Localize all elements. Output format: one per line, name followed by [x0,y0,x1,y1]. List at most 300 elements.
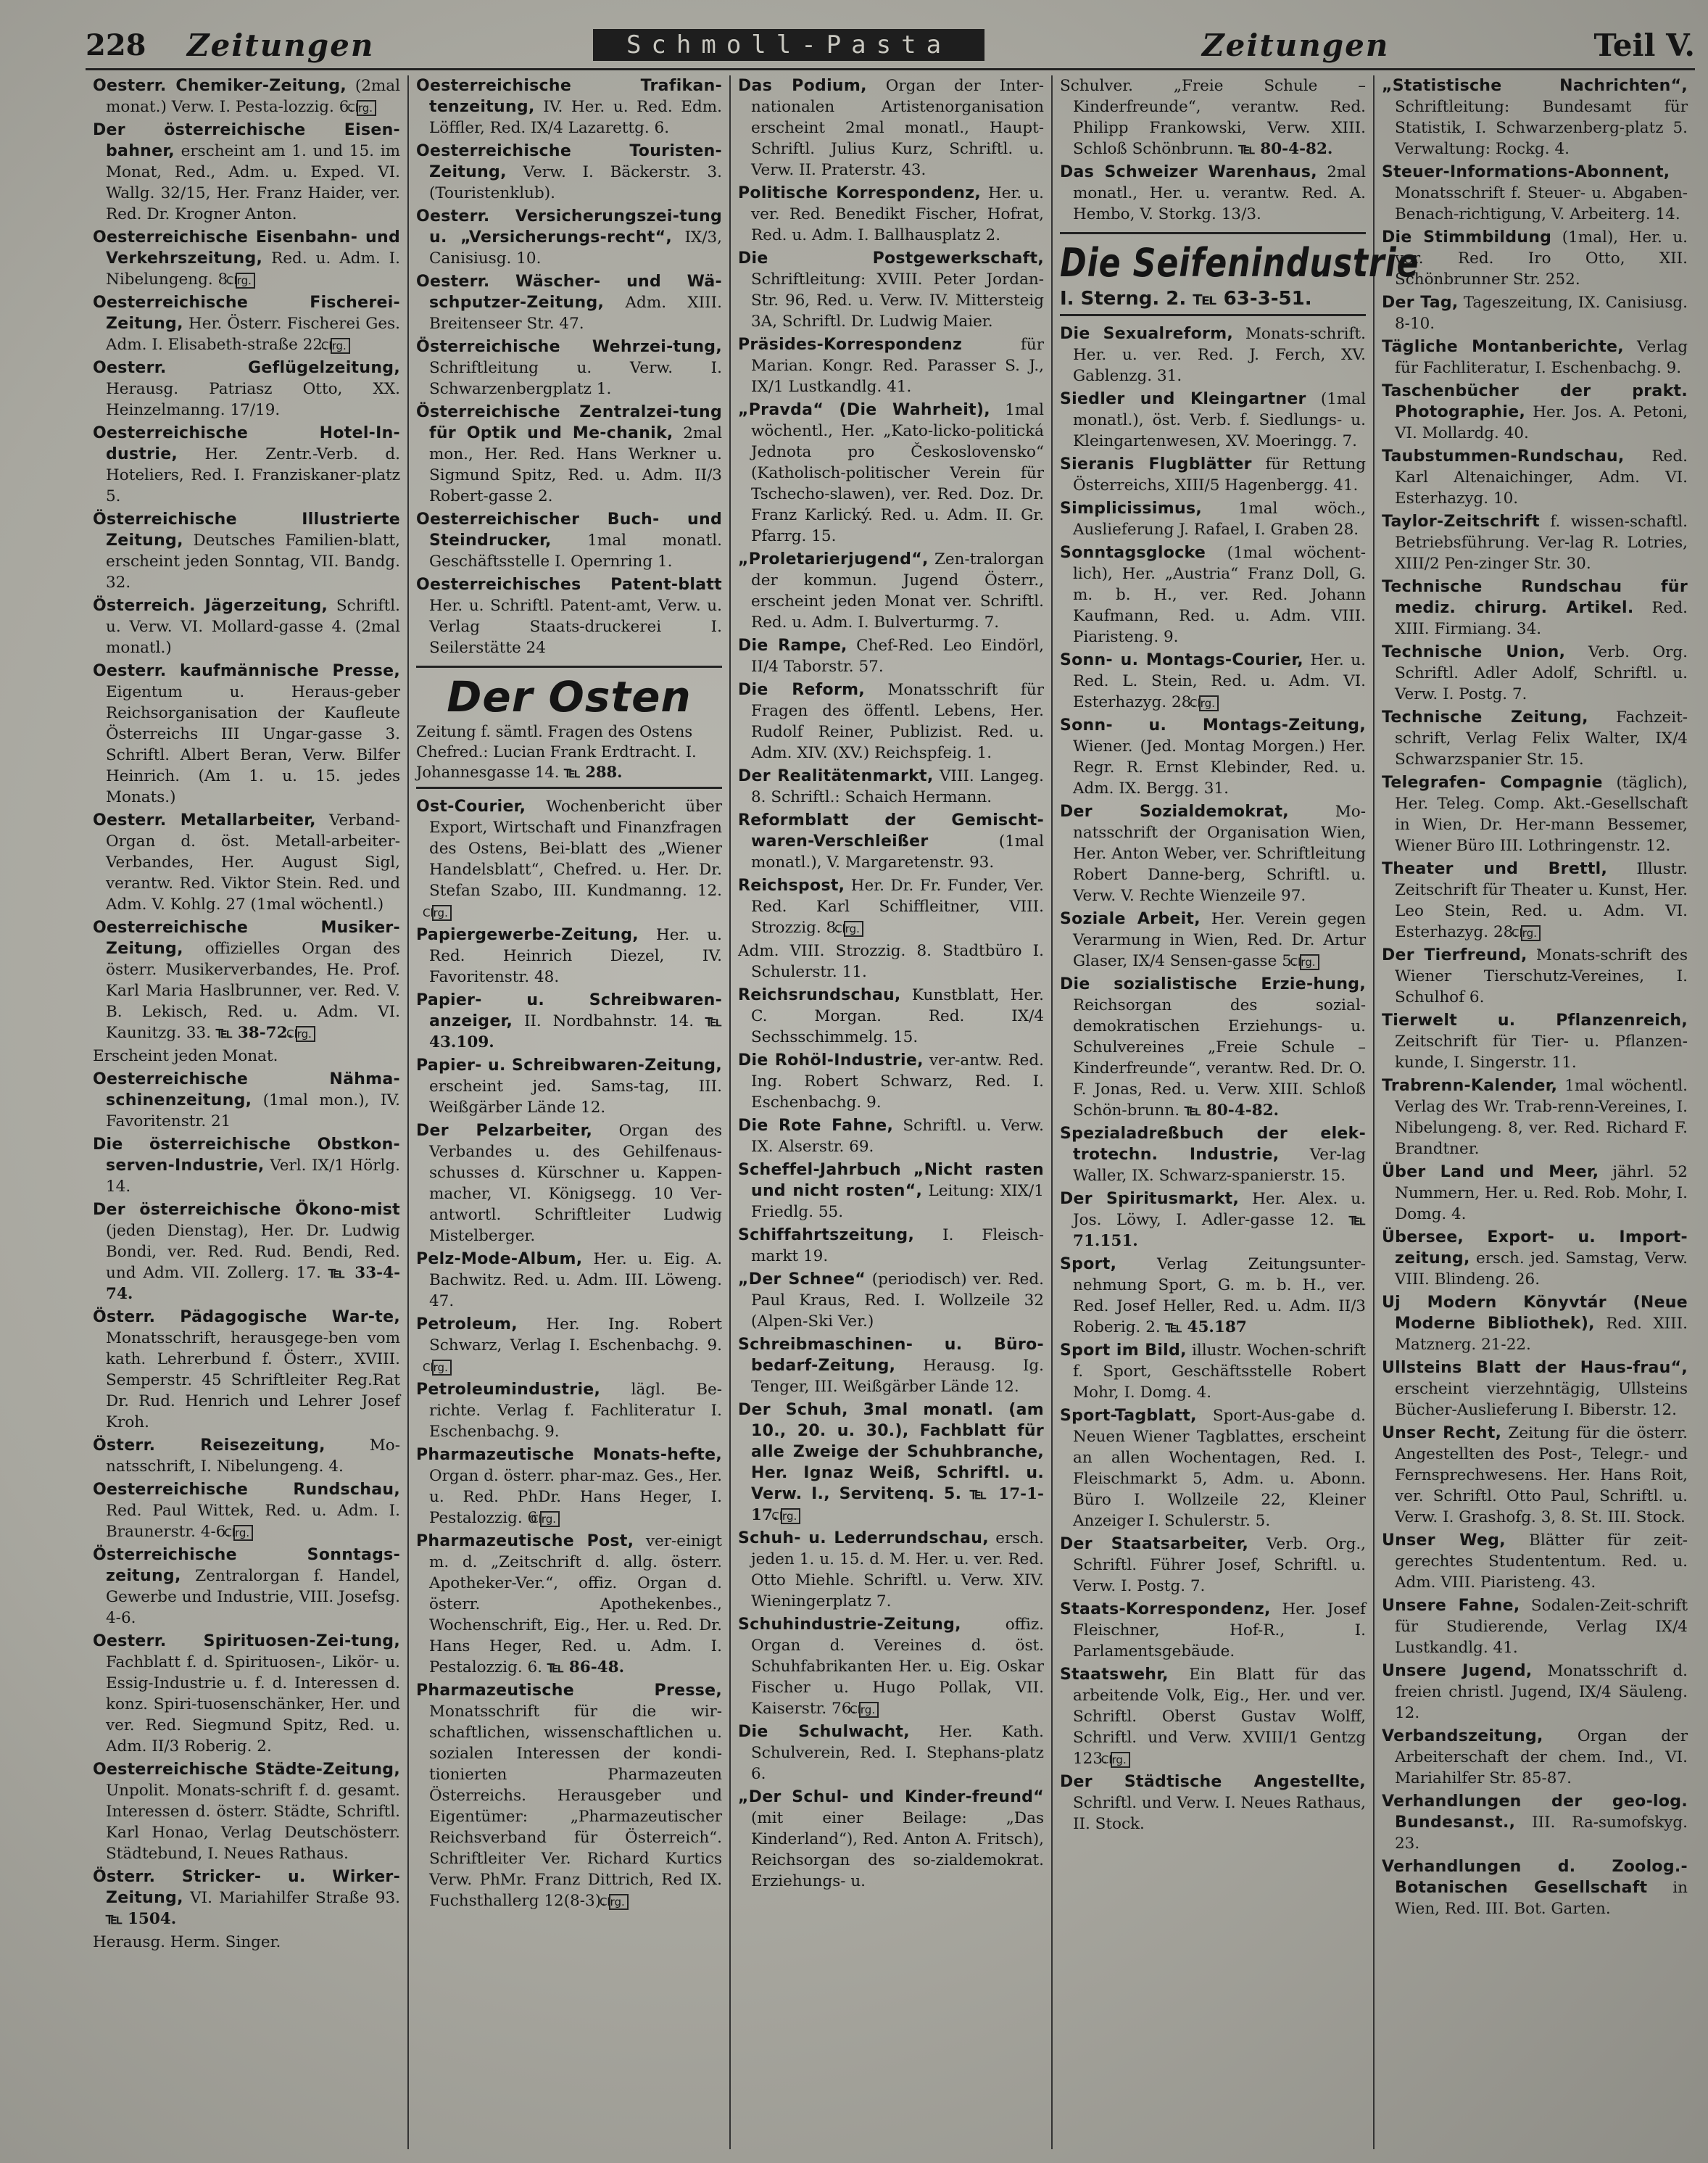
publication-details: Deutsches Familien-blatt, erscheint jeden Sonntag, VII. Bandg. 32. [106,532,400,592]
publication-title: Simplicissimus, [1060,500,1202,518]
section-title-left: Zeitungen [187,27,375,63]
publication-title: Oesterreichischer Buch- und Steindrucker, [416,510,722,550]
publication-details: Her. u. ver. Red. Benedikt Fischer, Hofrat, Red. u. Adm. I. Ballhausplatz 2. [751,184,1044,244]
publication-title: Oesterreichische Touristen-Zeitung, [416,142,722,181]
clearing-badge: Clrg. [357,100,376,116]
directory-entry [416,1249,722,1312]
publication-title: Österreichische Wehrzei-tung, [416,338,722,356]
publication-title: Österreich. Jägerzeitung, [93,597,328,615]
directory-entry [93,1866,400,1930]
publication-title: Der Schuh, 3mal monatl. (am 10., 20. u. 30.), Fachblatt für alle Zweige der Schuhbranche, Her. Ignaz Weiß, Schriftl. u. Verw. I., Servitenq. 5. [738,1401,1044,1503]
publication-title: Unser Recht, [1382,1424,1502,1442]
publication-details: Adm. VIII. Strozzig. 8. Stadtbüro I. Schulerstr. 11. [738,942,1044,981]
publication-details: (1mal), Her. u. ver. Red. Iro Otto, XII. Schönbrunner Str. 252. [1395,228,1688,289]
directory-entry [93,917,400,1043]
publication-title: Verbandszeitung, [1382,1727,1543,1745]
directory-entry [1060,1188,1366,1252]
page-number: 228 [86,28,146,62]
publication-title: Theater und Brettl, [1382,860,1608,878]
directory-entry [1060,1405,1366,1531]
publication-title: Schuh- u. Lederrundschau, [738,1529,989,1547]
publication-title: Österr. Pädagogische War-te, [93,1308,400,1326]
publication-details: Blätter für zeit-gerechtes Studententum. Red. u. Adm. VIII. Piaristeng. 43. [1395,1531,1688,1592]
directory-entry [1382,292,1688,334]
publication-details: Her. Verein gegen Verarmung in Wien, Red. Dr. Artur Glaser, IX/4 Sensen-gasse 5. [1073,910,1367,970]
publication-details: Monatsschrift für Fragen des öffentl. Lebens, Her. Rudolf Reiner, Publizist. Red. u. Adm. XIV. (XV.) Reichspfeig. 1. [751,681,1044,762]
publication-title: Petroleum, [416,1315,518,1333]
directory-entry [1060,1534,1366,1597]
publication-title: Steuer-Informations-Abonnent, [1382,163,1670,181]
clearing-badge: Clrg. [859,1702,879,1718]
publication-title: Österr. Stricker- u. Wirker-Zeitung, [93,1868,400,1907]
directory-entry [1382,511,1688,574]
advertisement-text: I. Sterng. 2. [1060,288,1187,310]
clearing-badge: Clrg. [609,1894,629,1910]
publication-details: Schriftl. u. Verw. IX. Alserstr. 69. [751,1117,1044,1156]
display-advertisement [1060,232,1419,316]
directory-entry [93,810,400,915]
publication-details: Her. Jos. A. Petoni, VI. Mollardg. 40. [1395,403,1688,442]
directory-entry [1060,1771,1366,1835]
directory-entry [1060,162,1366,225]
publication-details: (täglich), Her. Teleg. Comp. Akt.-Gesellschaft in Wien, Dr. Her-mann Bessemer, Wiener Büro III. Lothringenstr. 12. [1395,774,1688,855]
publication-details: 2mal mon., Her. Red. Hans Werkner u. Sigmund Spitz, Red. u. Adm. II/3 Robert-gasse 2. [429,424,723,505]
directory-entry [93,423,400,507]
publication-title: Sonn- u. Montags-Zeitung, [1060,716,1366,735]
telephone-symbol: ℡ [1165,1318,1182,1336]
publication-title: „Pravda“ (Die Wahrheit), [738,401,990,419]
directory-entry [1060,715,1366,799]
publication-title: Pharmazeutische Post, [416,1532,634,1550]
publication-title: Soziale Arbeit, [1060,910,1201,928]
telephone-symbol: ℡ [1238,140,1256,158]
directory-entry [738,940,1044,983]
directory-entry [416,75,722,138]
publication-details: ersch. jeden 1. u. 15. d. M. Her. u. ver. Red. Otto Miehle. Schriftl. u. Verw. XIV. Wieningerplatz 7. [751,1529,1044,1610]
directory-entry [1060,542,1366,648]
publication-title: Tägliche Montanberichte, [1382,338,1624,356]
telephone-symbol: ℡ [328,1264,348,1282]
directory-entry [416,402,722,507]
publication-title: Die Reform, [738,681,865,699]
publication-details: Zeitung für die österr. Angestellten des Post-, Telegr.- und Fernsprechwesens. Her. Hans Roit, ver. Schriftl. Otto Paul, Schriftl. u. Verw. I. Grashofg. 3, 8. St. III. Stock. [1395,1424,1688,1526]
publication-title: Oesterr. kaufmännische Presse, [93,662,400,680]
publication-title: Oesterreichische Rundschau, [93,1481,400,1499]
publication-details: Schriftleitung u. Verw. I. Schwarzenbergplatz 1. [429,359,722,398]
publication-title: Oesterr. Spirituosen-Zei-tung, [93,1632,400,1650]
publication-details: (1mal monatl.), öst. Verb. f. Siedlungs- u. Kleingartenwesen, XV. Moeringg. 7. [1073,390,1366,450]
publication-details: 2mal monatl., Her. u. verantw. Red. A. Hembo, V. Storkg. 13/3. [1073,163,1366,223]
publication-title: Die österreichische Obstkon-serven-Industrie, [93,1136,400,1175]
publication-title: Österr. Reisezeitung, [93,1436,326,1455]
directory-entry [1382,576,1688,640]
publication-title: Unsere Jugend, [1382,1662,1533,1680]
publication-title: Der österreichische Ökono-mist [93,1201,400,1219]
directory-entry [416,206,722,269]
directory-entry [1382,642,1688,705]
publication-details: Her. Josef Fleischner, Hof-R., I. Parlamentsgebäude. [1073,1600,1366,1660]
publication-details: für Marian. Kongr. Red. Parasser S. J., IX/1 Lustkandlg. 41. [751,336,1044,396]
publication-details: Reichsorgan des sozial-demokratischen Erziehungs- u. Schulvereines „Freie Schule – Kinderfreunde“, verantw. Red. Dr. O. F. Jonas, Red. u. Verw. XIII. Schloß Schön-brunn. [1073,996,1366,1120]
publication-details: erscheint jed. Sams-tag, III. Weißgärber Lände 12. [429,1078,722,1117]
publication-details: Mo-natsschrift der Organisation Wien, Her. Anton Weber, ver. Schriftleitung Robert Danne-berg, Schriftl. u. Verw. V. Rechte Wienzeile 97. [1073,803,1366,905]
directory-entry [1382,945,1688,1008]
publication-title: Telegrafen- Compagnie [1382,774,1603,792]
publication-title: Technische Zeitung, [1382,708,1588,727]
directory-entry [1060,1340,1366,1403]
clearing-badge: Clrg. [540,1511,560,1527]
directory-entry [93,1759,400,1864]
directory-entry [1060,1599,1366,1662]
publication-details: Fachzeit-schrift, Verlag Felix Walter, IX/4 Schwarzspanier Str. 15. [1395,708,1688,769]
publication-details: 1mal wöchentl. Verlag des Wr. Trab-renn-Vereines, I. Nibelungeng. 8, ver. Red. Richard F. Brandtner. [1395,1077,1688,1158]
publication-title: Die Stimmbildung [1382,228,1552,247]
directory-entry [93,75,400,117]
publication-details: Sodalen-Zeit-schrift für Studierende, Verlag IX/4 Lustkandlg. 41. [1395,1597,1688,1657]
column-1 [86,75,407,2149]
publication-title: Österreichische Illustrierte Zeitung, [93,510,400,550]
publication-details: Organ der Inter-nationalen Artistenorganisation erscheint 2mal monatl., Haupt-Schriftl. Julius Kurz, Schriftl. u. Verw. II. Praterstr. 43. [751,77,1044,179]
publication-title: Trabrenn-Kalender, [1382,1077,1558,1095]
directory-entry [1382,1530,1688,1593]
publication-details: Her. Alex. u. Jos. Löwy, I. Adler-gasse 12. [1073,1190,1366,1229]
clearing-badge: Clrg. [1199,695,1219,711]
directory-entry [416,1055,722,1118]
directory-entry [93,1134,400,1197]
directory-entry [93,1479,400,1542]
directory-entry [1382,381,1688,444]
directory-entry [1382,446,1688,509]
telephone-number: 288. [585,763,623,781]
publication-details: Sport-Aus-gabe d. Neuen Wiener Tagblattes, erscheint an allen Wochentagen, Red. I. Fleischmarkt 5, Adm. u. Abonn. Büro I. Wollzeile 22, Kleiner Anzeiger I. Schulerstr. 5. [1073,1407,1366,1530]
publication-details: Schriftleitung: XVIII. Peter Jordan-Str. 96, Red. u. Verw. IV. Mittersteig 3A, Schriftl. Dr. Ludwig Maier. [751,270,1044,331]
publication-title: Der Tag, [1382,294,1459,312]
publication-title: Reichspost, [738,877,845,895]
publication-details: Verw. I. Bäckerstr. 3. (Touristenklub). [429,163,722,202]
telephone-number: 45.187 [1187,1318,1247,1336]
publication-title: Scheffel-Jahrbuch „Nicht rasten und nicht rosten“, [738,1161,1044,1200]
publication-title: Die sozialistische Erzie-hung, [1060,975,1366,993]
publication-details: in Wien, Red. III. Bot. Garten. [1395,1879,1688,1918]
directory-entry [416,1314,722,1377]
publication-details: Organ der Arbeiterschaft der chem. Ind., VI. Mariahilfer Str. 85-87. [1395,1727,1688,1787]
publication-title: Papiergewerbe-Zeitung, [416,926,639,944]
telephone-number: 17-1-17. [751,1485,1044,1524]
publication-details: (jeden Dienstag), Her. Dr. Ludwig Bondi, ver. Red. Rud. Bendi, Red. und Adm. VII. Zollerg. 17. [106,1222,400,1282]
section-title-right: Zeitungen [1202,27,1390,63]
directory-entry [93,1046,400,1067]
publication-title: Oesterreichische Städte-Zeitung, [93,1761,400,1779]
directory-entry [1382,1010,1688,1073]
publication-title: Die Rampe, [738,637,847,655]
publication-details: Fachblatt f. d. Spirituosen-, Likör- u. Essig-Industrie u. f. d. Interessen d. konz. Spiri-tuosenschänker, Her. und ver. Red. Siegmund Spitz, Red. u. Adm. II/3 Roberig. 2. [106,1653,400,1755]
telephone-number: 80-4-82. [1260,140,1333,158]
publication-title: Präsides-Korrespondenz [738,336,963,354]
clearing-badge: Clrg. [844,921,863,937]
publication-title: Uj Modern Könyvtár (Neue Moderne Bibliothek), [1382,1294,1688,1333]
publication-title: Oesterreichisches Patent-blatt [416,576,722,594]
publication-title: Pelz-Mode-Album, [416,1250,583,1268]
directory-entry [93,1435,400,1477]
publication-details: Her. u. Red. Heinrich Diezel, IV. Favoritenstr. 48. [429,926,722,986]
directory-entry [738,1225,1044,1267]
directory-entry [1382,162,1688,225]
publication-title: Die Rohöl-Industrie, [738,1051,924,1070]
directory-entry [93,1199,400,1304]
directory-entry [738,183,1044,246]
telephone-number: 63-3-51. [1223,288,1312,310]
directory-entry [1382,227,1688,290]
directory-entry [93,1307,400,1433]
publication-title: „Statistische Nachrichten“, [1382,77,1688,95]
advertisement-banner: Schmoll-Pasta [593,29,984,61]
publication-details: Her. u. Red. L. Stein, Red. u. Adm. VI. Esterhazyg. 28. [1073,651,1366,711]
publication-details: Red. u. Adm. I. Nibelungeng. 8. [106,249,400,289]
publication-details: Her. u. Eig. A. Bachwitz. Red. u. Adm. III. Löweng. 47. [429,1250,722,1310]
directory-entry [1382,1726,1688,1789]
publication-details: Monatsschrift, herausgege-ben vom kath. Lehrerbund f. Österr., XVIII. Semperstr. 45 Schriftleiter Reg.Rat Dr. Rud. Henrich und Lehrer Josef Kroh. [106,1329,400,1431]
directory-entry [1382,772,1688,856]
clearing-badge: Clrg. [296,1026,315,1042]
publication-title: Der Staatsarbeiter, [1060,1535,1249,1553]
clearing-badge: Clrg. [1111,1752,1130,1768]
directory-entry [738,400,1044,547]
column-2 [407,75,729,2149]
directory-entry [93,1932,400,1953]
publication-details: Red. XIII. Matznerg. 21-22. [1395,1315,1688,1354]
directory-entry [1060,75,1366,160]
directory-entry [738,1334,1044,1397]
publication-details: ersch. jed. Samstag, Verw. VIII. Blindeng. 26. [1395,1249,1688,1289]
publication-title: Der österreichische Eisen-bahner, [93,121,400,160]
directory-entry [93,1631,400,1757]
publication-details: Illustr. Zeitschrift für Theater u. Kunst, Her. Leo Stein, Red. u. Adm. VI. Esterhazyg. 28. [1395,860,1688,941]
publication-details: Herausg. Herm. Singer. [93,1933,281,1951]
clearing-badge: Clrg. [432,1360,452,1376]
publication-title: Technische Union, [1382,643,1566,661]
directory-entry [93,595,400,658]
telephone-symbol: ℡ [547,1658,564,1676]
telephone-number: 71.151. [1073,1232,1138,1250]
publication-title: Sport im Bild, [1060,1341,1187,1360]
telephone-symbol: ℡ [705,1012,722,1030]
directory-entry [1382,1162,1688,1225]
directory-entry [93,661,400,808]
directory-entry [738,1399,1044,1526]
publication-details: Red. Paul Wittek, Red. u. Adm. I. Braunerstr. 4-6. [106,1502,400,1541]
publication-title: Oesterr. Versicherungszei-tung u. „Versicherungs-recht“, [416,207,722,247]
directory-entry [738,679,1044,764]
publication-details: Adm. XIII. Breitenseer Str. 47. [429,294,722,333]
publication-details: Verlag Zeitungsunter-nehmung Sport, G. m. b. H., ver. Red. Josef Heller, Red. u. Adm. II/3 Roberig. 2. [1073,1255,1366,1336]
publication-details: Monatsschrift f. Steuer- u. Abgaben-Benach-richtigung, V. Arbeiterg. 14. [1395,184,1688,223]
publication-title: Oesterreichische Hotel-In-dustrie, [93,424,400,463]
publication-title: Der Sozialdemokrat, [1060,803,1289,821]
publication-title: Staats-Korrespondenz, [1060,1600,1271,1618]
publication-title: Technische Rundschau für mediz. chirurg. Artikel. [1382,578,1688,617]
clearing-badge: Clrg. [233,1525,253,1541]
publication-details: Red. Karl Altenaichinger, Adm. VI. Esterhazyg. 10. [1395,447,1688,508]
publication-details: Kunstblatt, Her. C. Morgan. Red. IX/4 Sechsschimmelg. 15. [751,986,1044,1046]
publication-details: offizielles Organ des österr. Musikerverbandes, He. Prof. Karl Maria Haslbrunner, ver. Red. V. B. Lekisch, Red. u. Adm. VI. Kaunitzg. 33. [106,940,400,1042]
publication-title: Sport, [1060,1255,1117,1273]
publication-title: Der Pelzarbeiter, [416,1122,593,1140]
publication-details: (mit einer Beilage: „Das Kinderland“), Red. Anton A. Fritsch), Reichsorgan des so-zialdemokrat. Erziehungs- u. [751,1809,1044,1890]
column-4 [1051,75,1419,2149]
publication-details: VIII. Langeg. 8. Schriftl.: Schaich Hermann. [751,767,1044,806]
publication-title: Der Tierfreund, [1382,946,1527,964]
publication-details: offiz. Organ d. Vereines d. öst. Schuhfabrikanten Her. u. Eig. Oskar Fischer u. Hugo Pollak, VII. Kaiserstr. 76. [751,1616,1044,1718]
publication-details: Chef-Red. Leo Eindörl, II/4 Taborstr. 57. [751,637,1044,676]
directory-entry [1382,1660,1688,1724]
directory-entry [416,990,722,1053]
directory-entry [1382,1357,1688,1420]
directory-entry [93,120,400,225]
publication-title: Das Schweizer Warenhaus, [1060,163,1317,181]
directory-entry [416,141,722,204]
publication-details: erscheint am 1. und 15. im Monat, Red., Adm. u. Exped. VI. Wallg. 32/15, Her. Franz Haider, ver. Red. Dr. Krogner Anton. [106,142,401,223]
publication-title: „Der Schnee“ [738,1270,866,1289]
publication-details: IV. Her. u. Red. Edm. Löffler, Red. IX/4 Lazarettg. 6. [429,98,722,137]
publication-details: Schriftl. und Verw. I. Neues Rathaus, II. Stock. [1073,1794,1366,1833]
directory-entry [1060,1664,1366,1769]
directory-entry [738,549,1044,633]
publication-details: IX/3, Canisiusg. 10. [429,228,722,268]
telephone-number: 1504. [127,1910,177,1928]
directory-entry [1382,1292,1688,1355]
publication-details: Herausg. Patriasz Otto, XX. Heinzelmanng. 17/19. [106,380,400,419]
directory-entry [1382,707,1688,770]
telephone-symbol: ℡ [106,1910,123,1928]
publication-details: VI. Mariahilfer Straße 93. [190,1889,400,1907]
publication-title: Oesterreichische Musiker-Zeitung, [93,919,400,958]
telephone-number: 33-4-74. [106,1264,400,1303]
publication-title: Sieranis Flugblätter [1060,455,1252,473]
clearing-badge: Clrg. [432,905,452,921]
publication-details: Monats-schrift des Wiener Tierschutz-Vereines, I. Schulhof 6. [1395,946,1688,1006]
publication-details: Organ d. österr. phar-maz. Ges., Her. u. Red. PhDr. Hans Heger, I. Pestalozzig. 6 [429,1467,722,1527]
publication-details: 1mal wöchentl., Her. „Kato-licko-politická Jednota pro Československo“ (Katholisch-politischer Verein für Tschecho-slawen), ver. Red. Doz. Dr. Franz Karlický. Red. u. Adm. II. Gr. Pfarrg. 15. [751,401,1044,545]
directory-entry [416,796,722,922]
telephone-symbol: ℡ [1348,1211,1366,1229]
publication-details: jährl. 52 Nummern, Her. u. Red. Rob. Mohr, I. Domg. 4. [1395,1163,1688,1223]
publication-details: Wiener. (Jed. Montag Morgen.) Her. Regr. R. Ernst Klebinder, Red. u. Adm. IX. Bergg. 31. [1073,737,1366,798]
publication-details: II. Nordbahnstr. 14. [523,1012,695,1030]
publication-title: Die Postgewerkschaft, [738,249,1044,268]
publication-title: Oesterreichische Eisenbahn- und Verkehrszeitung, [93,228,400,268]
advertisement-heading: Die Seifenindustrie [1060,240,1419,286]
directory-entry [1382,75,1688,160]
directory-entry [93,227,400,290]
publication-title: Oesterr. Geflügelzeitung, [93,359,400,377]
publication-details: Verb. Org. Schriftl. Adler Adolf, Schriftl. u. Verw. I. Postg. 7. [1395,643,1688,703]
display-advertisement [416,666,722,789]
directory-entry [738,810,1044,873]
directory-entry [1382,1075,1688,1159]
publication-title: „Proletarierjugend“, [738,550,929,568]
directory-entry [416,509,722,572]
directory-entry [1382,1791,1688,1854]
publication-title: Die Rote Fahne, [738,1117,894,1135]
directory-entry [738,1159,1044,1223]
publication-details: f. wissen-schaftl. Betriebsführung. Ver-lag R. Lotries, XIII/2 Pen-zinger Str. 30. [1395,513,1688,573]
publication-title: Pharmazeutische Presse, [416,1682,722,1700]
directory-entry [1382,859,1688,943]
publication-title: Der Spiritusmarkt, [1060,1190,1240,1208]
publication-title: Oesterr. Metallarbeiter, [93,811,316,830]
directory-entry [93,509,400,593]
directory-entry [1060,650,1366,713]
directory-entry [416,336,722,400]
publication-title: Sport-Tagblatt, [1060,1407,1197,1425]
publication-details: (1mal monatl.), V. Margaretenstr. 93. [751,832,1044,872]
publication-title: Schreibmaschinen- u. Büro-bedarf-Zeitung, [738,1336,1044,1375]
telephone-symbol: ℡ [564,763,581,781]
publication-details: 1mal wöch., Auslieferung J. Rafael, I. Graben 28. [1073,500,1366,539]
publication-title: Das Podium, [738,77,867,95]
telephone-symbol: ℡ [1193,288,1217,310]
publication-title: Österreichische Zentralzei-tung für Optik und Me-chanik, [416,403,722,442]
publication-details: illustr. Wochen-schrift f. Sport, Geschäftsstelle Robert Mohr, I. Domg. 4. [1073,1341,1367,1402]
directory-entry [1382,1423,1688,1528]
publication-title: Sonn- u. Montags-Courier, [1060,651,1303,669]
publication-details: Her. Österr. Fischerei Ges. Adm. I. Elisabeth-straße 22. [106,315,400,354]
publication-details: Unpolit. Monats-schrift f. d. gesamt. Interessen d. österr. Städte, Schriftl. Karl Honao, Verlag Deutschösterr. Städtebund, I. Neues Rathaus. [106,1782,400,1863]
column-3 [729,75,1051,2149]
publication-details: Ein Blatt für das arbeitende Volk, Eig., Her. und ver. Schriftl. Oberst Gustav Wolff, Schriftl. und Verw. XVIII/1 Gentzg 123. [1073,1666,1366,1768]
publication-title: Die Schulwacht, [738,1723,910,1741]
publication-details: für Rettung Österreichs, XIII/5 Hagenbergg. 41. [1073,455,1366,495]
publication-details: Ver-lag Waller, IX. Schwarz-spanierstr. 15. [1073,1146,1366,1185]
publication-title: Spezialadreßbuch der elek-trotechn. Industrie, [1060,1125,1366,1164]
publication-details: Erscheint jeden Monat. [93,1047,278,1065]
directory-entry [93,357,400,421]
publication-details: Tageszeitung, IX. Canisiusg. 8-10. [1395,294,1688,333]
directory-entry [738,248,1044,332]
directory-entry [738,1269,1044,1332]
telephone-number: 38-72. [237,1024,294,1042]
publication-details: (1mal mon.), IV. Favoritenstr. 21 [106,1091,400,1130]
publication-title: Oesterreichische Fischerei-Zeitung, [93,294,400,333]
publication-title: Taschenbücher der prakt. Photographie, [1382,382,1688,421]
publication-title: Die Sexualreform, [1060,325,1234,343]
publication-details: Her. Kath. Schulverein, Red. I. Stephans-platz 6. [751,1723,1044,1783]
publication-details: Eigentum u. Heraus-geber Reichsorganisation der Kaufleute Österreichs III Ungar-gasse 3. Schriftl. Albert Beran, Verw. Bilfer Heinrich. (Am 1. u. 15. jedes Monats.) [106,683,400,806]
telephone-number: 86-48. [568,1658,625,1676]
directory-entry [1382,1856,1688,1919]
directory-entry [416,1680,722,1911]
publication-details: erscheint vierzehntägig, Ullsteins Bücher-Auslieferung I. Biberstr. 12. [1395,1380,1688,1419]
directory-entry [93,1544,400,1629]
publication-title: Papier- u. Schreibwaren-Zeitung, [416,1056,722,1075]
publication-title: Staatswehr, [1060,1666,1169,1684]
publication-title: Verhandlungen d. Zoolog.-Botanischen Gesellschaft [1382,1858,1688,1897]
publication-details: Schulver. „Freie Schule – Kinderfreunde“, verantw. Red. Philipp Frankowski, Verw. XIII. Schloß Schönbrunn. [1060,77,1366,158]
publication-details: Her. Ing. Robert Schwarz, Verlag I. Eschenbachg. 9. [429,1315,722,1355]
publication-details: Monatsschrift d. freien christl. Jugend, IX/4 Säuleng. 12. [1395,1662,1688,1722]
clearing-badge: Clrg. [781,1508,800,1524]
telephone-number: 80-4-82. [1206,1101,1280,1120]
publication-title: Taylor-Zeitschrift [1382,513,1540,531]
directory-entry [416,925,722,988]
page-header [86,22,1695,70]
publication-details: Monats-schrift. Her. u. ver. Red. J. Ferch, XV. Gablenzg. 31. [1073,325,1366,385]
directory-entry [738,985,1044,1048]
publication-details: Schriftleitung: Bundesamt für Statistik, I. Schwarzenberg-platz 5. Verwaltung: Rockg. 4. [1395,98,1688,158]
publication-details: ver-einigt m. d. „Zeitschrift d. allg. österr. Apotheker-Ver.“, offiz. Organ d. österr. Apothekenbes., Wochenschrift, Eig., Her. u. Red. Dr. Hans Heger, Red. u. Adm. I. Pestalozzig. 6. [429,1532,722,1676]
directory-entry [1382,336,1688,379]
directory-entry [93,292,400,355]
